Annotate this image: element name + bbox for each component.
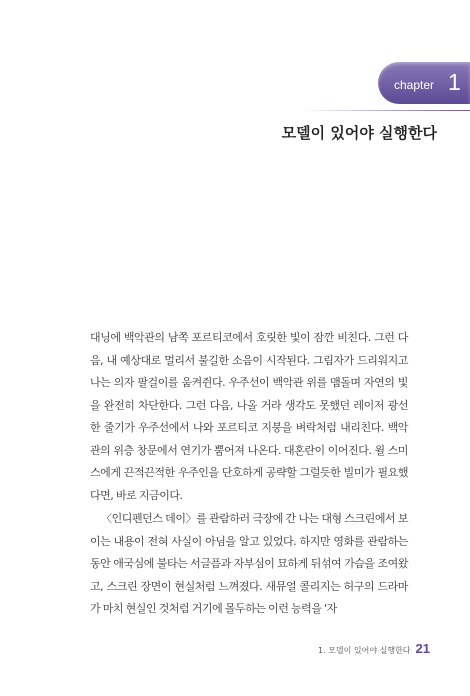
paragraph-2: 〈인디펜던스 데이〉를 관람하러 극장에 간 나는 대형 스크린에서 보이는 내용이 전혀 사실이 아님을 알고 있었다. 하지만 영화를 관람하는 동안 애국심에 불타는 서글픔과 자부심이 묘하게 뒤섞여 가슴을 조여왔고, 스크린 장면이 현실처럼 느껴졌다. 새뮤얼 콜리지는 허구의 드라마가 마치 현실인 것처럼 거기에 몰두하는 이런 능력을 '자 [90, 512, 408, 615]
page-number: 21 [415, 641, 430, 656]
body-text [90, 327, 408, 621]
running-footer-title: 1. 모델이 있어야 실행한다 [317, 646, 411, 655]
chapter-title: 모델이 있어야 실행한다 [281, 124, 437, 142]
chapter-label: chapter [394, 78, 435, 92]
chapter-divider [300, 110, 470, 111]
paragraph-1: 대닝에 백악관의 남쪽 포르티코에서 호릿한 빛이 잠깐 비친다. 그런 다음, 내 예상대로 멀리서 불길한 소음이 시작된다. 그림자가 드리워지고 나는 의자 팔걸이를 움켜쥔다. 우주선이 백악관 위를 맴돌며 자연의 빛을 완전히 차단한다. 그런 다음, 나올 거라 생각도 못했던 레이저 광선 한 줄기가 우주선에서 나와 포르티코 지붕을 벼락처럼 내리친다. 백악관의 위층 창문에서 연기가 뿜어져 나온다. 대혼란이 이어진다. 윌 스미스에게 끈적끈적한 우주인을 단호하게 공략할 그럴듯한 빌미가 필요했다면, 바로 지금이다. [90, 331, 408, 502]
page-footer [318, 641, 430, 656]
chapter-number: 1 [448, 68, 461, 95]
chapter-tab [378, 62, 470, 104]
